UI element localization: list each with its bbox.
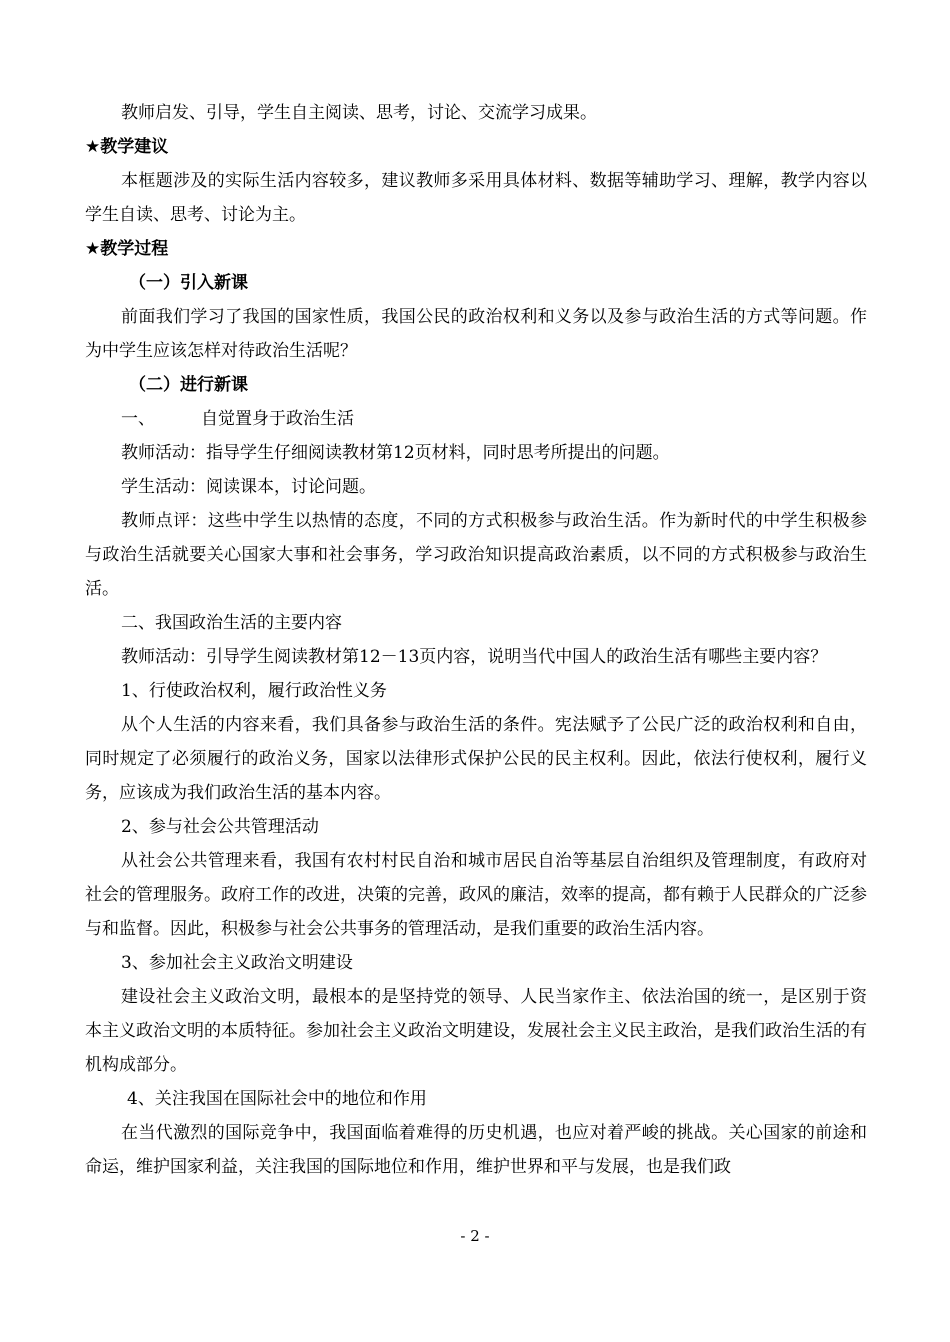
intro-subheading: （一）引入新课 [129, 273, 248, 293]
teacher-activity-2: 教师活动：引导学生阅读教材第12－13页内容，说明当代中国人的政治生活有哪些主要内容？ [121, 647, 828, 667]
teaching-suggestion-heading: ★教学建议 [85, 137, 169, 157]
teaching-process-heading: ★教学过程 [85, 239, 169, 259]
subsection-1-paragraph: 从个人生活的内容来看，我们具备参与政治生活的条件。宪法赋予了公民广泛的政治权利和自由，同时规定了必须履行的政治义务，国家以法律形式保护公民的民主权利。因此，依法行使权利，履行义务，应该成为我们政治生活的基本内容。 [85, 715, 867, 803]
subsection-2-paragraph: 从社会公共管理来看，我国有农村村民自治和城市居民自治等基层自治组织及管理制度，有政府对社会的管理服务。政府工作的改进，决策的完善，政风的廉洁，效率的提高，都有赖于人民群众的广泛参与和监督。因此，积极参与社会公共事务的管理活动，是我们重要的政治生活内容。 [85, 851, 867, 939]
section-one-text: 自觉置身于政治生活 [201, 409, 354, 429]
subsection-4-paragraph: 在当代激烈的国际竞争中，我国面临着难得的历史机遇，也应对着严峻的挑战。关心国家的前途和命运，维护国家利益，关注我国的国际地位和作用，维护世界和平与发展，也是我们政 [85, 1123, 867, 1177]
intro-paragraph: 前面我们学习了我国的国家性质，我国公民的政治权利和义务以及参与政治生活的方式等问题。作为中学生应该怎样对待政治生活呢？ [85, 307, 867, 361]
teaching-method-paragraph: 教师启发、引导，学生自主阅读、思考，讨论、交流学习成果。 [121, 103, 597, 123]
student-activity-1: 学生活动：阅读课本，讨论问题。 [121, 477, 376, 497]
teacher-comment-1: 教师点评：这些中学生以热情的态度，不同的方式积极参与政治生活。作为新时代的中学生积极参与政治生活就要关心国家大事和社会事务，学习政治知识提高政治素质，以不同的方式积极参与政治生活。 [85, 511, 867, 599]
document-page [85, 96, 867, 1184]
section-two-title: 二、我国政治生活的主要内容 [121, 613, 342, 633]
teacher-activity-1: 教师活动：指导学生仔细阅读教材第12页材料，同时思考所提出的问题。 [121, 443, 670, 463]
subsection-3-paragraph: 建设社会主义政治文明，最根本的是坚持党的领导、人民当家作主、依法治国的统一，是区别于资本主义政治文明的本质特征。参加社会主义政治文明建设，发展社会主义民主政治，是我们政治生活的有机构成部分。 [85, 987, 867, 1075]
subsection-3-title: 3、参加社会主义政治文明建设 [121, 953, 353, 973]
section-one-title [85, 402, 867, 436]
page-number: - 2 - [460, 1227, 490, 1245]
section-one-number: 一、 [121, 409, 155, 429]
subsection-2-title: 2、参与社会公共管理活动 [121, 817, 319, 837]
teaching-suggestion-paragraph: 本框题涉及的实际生活内容较多，建议教师多采用具体材料、数据等辅助学习、理解，教学内容以学生自读、思考、讨论为主。 [85, 171, 867, 225]
new-lesson-subheading: （二）进行新课 [129, 375, 248, 395]
subsection-4-title: 4、关注我国在国际社会中的地位和作用 [127, 1089, 427, 1109]
subsection-1-title: 1、行使政治权利，履行政治性义务 [121, 681, 387, 701]
